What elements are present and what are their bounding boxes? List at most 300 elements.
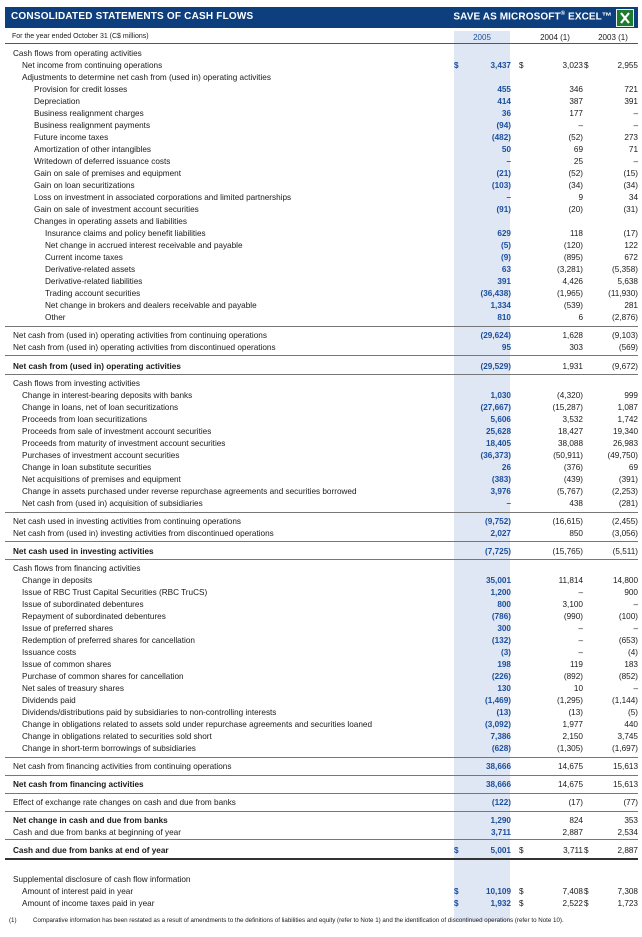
row-label: Purchase of common shares for cancellation [22, 672, 184, 681]
row-label: Gain on sale of premises and equipment [34, 169, 182, 178]
table-row [5, 611, 638, 623]
value-2004: (539) [563, 301, 583, 310]
table-row [5, 516, 638, 528]
table-row [5, 815, 638, 827]
dollar-sign-2004: $ [519, 899, 524, 908]
statement-title: CONSOLIDATED STATEMENTS OF CASH FLOWS [11, 11, 254, 22]
value-2003: – [633, 624, 638, 633]
table-row [5, 72, 638, 84]
value-2005: 63 [501, 265, 511, 274]
value-2003: 2,534 [617, 828, 638, 837]
dollar-sign-2004: $ [519, 61, 524, 70]
table-row [5, 204, 638, 216]
table-row [5, 898, 638, 910]
value-2003: 1,087 [617, 403, 638, 412]
table-row [5, 438, 638, 450]
title-bar [5, 7, 638, 28]
value-2004: (52) [568, 133, 583, 142]
table-row [5, 60, 638, 72]
table-row [5, 426, 638, 438]
value-2004: 3,711 [563, 846, 583, 855]
value-2004: (52) [568, 169, 583, 178]
value-2005: (7,725) [485, 547, 511, 556]
value-2005: (786) [491, 612, 511, 621]
value-2005: 391 [497, 277, 511, 286]
value-2004: (1,965) [557, 289, 583, 298]
row-label: Repayment of subordinated debentures [22, 612, 166, 621]
table-row [5, 462, 638, 474]
header-divider [5, 43, 638, 44]
table-row [5, 378, 638, 390]
value-2004: 303 [569, 343, 583, 352]
value-2004: (16,615) [552, 517, 583, 526]
value-2005: (94) [496, 121, 511, 130]
value-2005: (9,752) [485, 517, 511, 526]
value-2003: (3,056) [612, 529, 638, 538]
value-2003: (9,103) [612, 331, 638, 340]
table-row [5, 414, 638, 426]
value-2003: 7,308 [617, 887, 638, 896]
value-2004: (1,305) [557, 744, 583, 753]
value-2004: (34) [568, 181, 583, 190]
value-2005: 810 [497, 313, 511, 322]
dollar-sign-2003: $ [584, 899, 589, 908]
dollar-sign-2003: $ [584, 61, 589, 70]
row-label: Derivative-related assets [45, 265, 136, 274]
row-label: Future income taxes [34, 133, 109, 142]
value-2005: 26 [501, 463, 511, 472]
table-row [5, 156, 638, 168]
table-row [5, 886, 638, 898]
row-label: Net cash from financing activities from continuing operations [13, 762, 232, 771]
value-2003: (1,144) [612, 696, 638, 705]
row-label: Net income from continuing operations [22, 61, 163, 70]
value-2004: 346 [569, 85, 583, 94]
value-2004: – [578, 648, 583, 657]
table-row [5, 342, 638, 354]
value-2003: 1,742 [617, 415, 638, 424]
value-2005: 1,200 [490, 588, 511, 597]
table-row [5, 120, 638, 132]
row-label: Loss on investment in associated corporations and limited partnerships [34, 193, 292, 202]
value-2004: (15,287) [552, 403, 583, 412]
value-2005: (132) [491, 636, 511, 645]
table-row [5, 874, 638, 886]
value-2004: 38,088 [557, 439, 583, 448]
row-label: Net cash from (used in) operating activities [13, 362, 181, 371]
table-row [5, 546, 638, 558]
value-2004: (990) [563, 612, 583, 621]
table-row [5, 743, 638, 755]
value-2005: 2,027 [490, 529, 511, 538]
value-2005: 3,437 [490, 61, 511, 70]
value-2004: 1,977 [562, 720, 583, 729]
table-row [5, 659, 638, 671]
row-label: Dividends/distributions paid by subsidiaries to non-controlling interests [22, 708, 277, 717]
row-label: Net change in accrued interest receivable and payable [45, 241, 243, 250]
value-2004: (13) [568, 708, 583, 717]
value-2005: – [506, 499, 511, 508]
value-2003: 15,613 [612, 762, 638, 771]
table-row [5, 647, 638, 659]
value-2005: (91) [496, 205, 511, 214]
value-2004: 824 [569, 816, 583, 825]
value-2004: (50,911) [553, 451, 583, 460]
dollar-sign-2004: $ [519, 846, 524, 855]
value-2005: (29,624) [480, 331, 511, 340]
section-divider [5, 757, 638, 758]
dollar-sign-2005: $ [454, 887, 459, 896]
value-2004: 2,887 [562, 828, 583, 837]
table-row [5, 264, 638, 276]
value-2004: 10 [573, 684, 583, 693]
value-2004: 2,150 [562, 732, 583, 741]
table-row [5, 402, 638, 414]
section-divider [5, 559, 638, 560]
value-2003: 122 [624, 241, 638, 250]
value-2003: (852) [618, 672, 638, 681]
table-row [5, 845, 638, 857]
row-label: Proceeds from sale of investment account securities [22, 427, 212, 436]
value-2005: 5,001 [490, 846, 511, 855]
excel-link-text[interactable]: SAVE AS MICROSOFT [453, 11, 561, 23]
value-2004: (15,765) [552, 547, 583, 556]
row-label: Issue of subordinated debentures [22, 600, 144, 609]
row-label: Cash and due from banks at end of year [13, 846, 169, 855]
value-2003: – [633, 121, 638, 130]
table-row [5, 474, 638, 486]
row-label: Net sales of treasury shares [22, 684, 124, 693]
row-label: Cash flows from investing activities [13, 379, 140, 388]
value-2004: (3,281) [557, 265, 583, 274]
row-label: Dividends paid [22, 696, 76, 705]
value-2003: (31) [623, 205, 638, 214]
dollar-sign-2003: $ [584, 887, 589, 896]
value-2004: (17) [568, 798, 583, 807]
value-2005: – [506, 193, 511, 202]
value-2003: (34) [623, 181, 638, 190]
value-2003: 281 [624, 301, 638, 310]
section-divider [5, 541, 638, 542]
value-2004: 1,931 [562, 362, 583, 371]
row-label: Net cash from (used in) acquisition of subsidiaries [22, 499, 203, 508]
table-row [5, 288, 638, 300]
excel-link-text-2[interactable]: EXCEL™ [565, 11, 612, 23]
row-label: Cash flows from operating activities [13, 49, 142, 58]
row-label: Issue of preferred shares [22, 624, 114, 633]
row-label: Writedown of deferred issuance costs [34, 157, 171, 166]
row-label: Change in deposits [22, 576, 93, 585]
row-label: Adjustments to determine net cash from (used in) operating activities [22, 73, 271, 82]
value-2005: 38,666 [485, 762, 511, 771]
dollar-sign-2004: $ [519, 887, 524, 896]
value-2004: 387 [569, 97, 583, 106]
row-label: Issuance costs [22, 648, 77, 657]
value-2005: (226) [491, 672, 511, 681]
value-2003: 1,723 [617, 899, 638, 908]
value-2003: 672 [624, 253, 638, 262]
value-2004: – [578, 121, 583, 130]
value-2004: 119 [569, 660, 583, 669]
row-label: Derivative-related liabilities [45, 277, 143, 286]
value-2003: – [633, 157, 638, 166]
table-row [5, 731, 638, 743]
table-row [5, 599, 638, 611]
value-2003: 14,800 [612, 576, 638, 585]
table-row [5, 48, 638, 60]
value-2003: (5,511) [612, 547, 638, 556]
value-2004: 4,426 [562, 277, 583, 286]
value-2005: 414 [497, 97, 511, 106]
value-2003: (1,697) [612, 744, 638, 753]
footnote-text: Comparative information has been restated as a result of amendments to the definitions of liabilities and equity (refer to Note 1) and the identification of discontinued operations (refer to Note 10). [33, 917, 564, 924]
table-row [5, 486, 638, 498]
value-2005: (36,373) [480, 451, 511, 460]
value-2005: 35,001 [485, 576, 511, 585]
row-label: Issue of common shares [22, 660, 112, 669]
value-2005: (482) [491, 133, 511, 142]
table-row [5, 168, 638, 180]
value-2004: 1,628 [562, 331, 583, 340]
value-2005: 38,666 [485, 780, 511, 789]
value-2004: 438 [569, 499, 583, 508]
column-2005: 2005 [473, 33, 491, 42]
value-2004: – [578, 588, 583, 597]
value-2005: 36 [501, 109, 511, 118]
value-2003: 440 [624, 720, 638, 729]
value-2004: 118 [569, 229, 583, 238]
value-2003: 2,887 [617, 846, 638, 855]
value-2005: 629 [497, 229, 511, 238]
value-2005: 1,334 [490, 301, 511, 310]
value-2005: (29,529) [480, 362, 511, 371]
value-2003: (9,672) [612, 362, 638, 371]
row-label: Change in interest-bearing deposits with banks [22, 391, 193, 400]
value-2005: 1,932 [490, 899, 511, 908]
row-label: Change in obligations related to assets sold under repurchase agreements and securities loaned [22, 720, 373, 729]
value-2003: – [633, 600, 638, 609]
value-2003: 71 [628, 145, 638, 154]
table-row [5, 361, 638, 373]
value-2005: 50 [501, 145, 511, 154]
value-2005: (383) [491, 475, 511, 484]
value-2005: 25,628 [485, 427, 511, 436]
value-2003: 721 [624, 85, 638, 94]
value-2004: (439) [563, 475, 583, 484]
value-2003: (11,930) [608, 289, 638, 298]
table-row [5, 575, 638, 587]
row-label: Other [45, 313, 66, 322]
table-row [5, 498, 638, 510]
table-row [5, 695, 638, 707]
section-divider [5, 811, 638, 812]
value-2005: – [506, 157, 511, 166]
value-2005: 800 [497, 600, 511, 609]
table-row [5, 761, 638, 773]
value-2003: (2,455) [612, 517, 638, 526]
row-label: Proceeds from maturity of investment account securities [22, 439, 226, 448]
value-2005: 3,711 [490, 828, 511, 837]
value-2004: – [578, 636, 583, 645]
section-divider [5, 326, 638, 327]
section-divider [5, 858, 638, 860]
table-row [5, 228, 638, 240]
row-label: Current income taxes [45, 253, 123, 262]
value-2005: 1,030 [490, 391, 511, 400]
table-row [5, 132, 638, 144]
value-2004: 7,408 [562, 887, 583, 896]
value-2005: 5,606 [490, 415, 511, 424]
row-label: Net acquisitions of premises and equipment [22, 475, 181, 484]
value-2005: (628) [491, 744, 511, 753]
value-2004: (20) [568, 205, 583, 214]
table-row [5, 719, 638, 731]
dollar-sign-2005: $ [454, 899, 459, 908]
row-label: Net cash from (used in) investing activities from discontinued operations [13, 529, 274, 538]
row-label: Issue of RBC Trust Capital Securities (RBC TruCS) [22, 588, 208, 597]
dollar-sign-2003: $ [584, 846, 589, 855]
row-label: Net cash from (used in) operating activities from discontinued operations [13, 343, 276, 352]
row-label: Cash and due from banks at beginning of year [13, 828, 181, 837]
value-2004: 177 [569, 109, 583, 118]
row-label: Purchases of investment account securities [22, 451, 180, 460]
value-2004: 3,532 [562, 415, 583, 424]
value-2005: 7,386 [490, 732, 511, 741]
value-2005: (3,092) [485, 720, 511, 729]
value-2004: (120) [563, 241, 583, 250]
table-row [5, 390, 638, 402]
row-label: Proceeds from loan securitizations [22, 415, 148, 424]
table-row [5, 563, 638, 575]
table-row [5, 240, 638, 252]
column-2004: 2004 (1) [540, 33, 570, 42]
table-row [5, 216, 638, 228]
value-2003: (49,750) [607, 451, 638, 460]
table-row [5, 623, 638, 635]
value-2003: (2,876) [612, 313, 638, 322]
table-row [5, 252, 638, 264]
section-divider [5, 374, 638, 375]
table-row [5, 96, 638, 108]
table-row [5, 276, 638, 288]
value-2003: 5,638 [617, 277, 638, 286]
section-divider [5, 512, 638, 513]
table-row [5, 450, 638, 462]
period-label: For the year ended October 31 (C$ millions) [12, 33, 149, 40]
value-2004: 850 [569, 529, 583, 538]
row-label: Net cash from financing activities [13, 780, 144, 789]
value-2005: (9) [500, 253, 511, 262]
column-2003: 2003 (1) [598, 33, 628, 42]
value-2003: (77) [623, 798, 638, 807]
value-2004: 2,522 [562, 899, 583, 908]
excel-link-registered[interactable]: ® [560, 11, 566, 17]
value-2004: 9 [578, 193, 583, 202]
row-label: Change in short-term borrowings of subsidiaries [22, 744, 196, 753]
value-2005: (103) [491, 181, 511, 190]
value-2005: (21) [496, 169, 511, 178]
value-2005: (3) [500, 648, 511, 657]
row-label: Redemption of preferred shares for cancellation [22, 636, 195, 645]
value-2003: 2,955 [617, 61, 638, 70]
excel-icon[interactable] [616, 9, 634, 27]
row-label: Insurance claims and policy benefit liabilities [45, 229, 206, 238]
table-row [5, 192, 638, 204]
table-row [5, 779, 638, 791]
value-2004: (5,767) [557, 487, 583, 496]
value-2005: (13) [496, 708, 511, 717]
value-2004: (1,295) [557, 696, 583, 705]
value-2005: 10,109 [485, 887, 511, 896]
value-2005: 1,290 [490, 816, 511, 825]
row-label: Change in obligations related to securities sold short [22, 732, 212, 741]
value-2004: 3,023 [562, 61, 583, 70]
value-2003: 353 [624, 816, 638, 825]
value-2003: 999 [624, 391, 638, 400]
value-2003: (391) [618, 475, 638, 484]
row-label: Depreciation [34, 97, 80, 106]
table-row [5, 144, 638, 156]
value-2004: 14,675 [557, 762, 583, 771]
table-row [5, 671, 638, 683]
value-2003: (5,358) [612, 265, 638, 274]
value-2003: (653) [618, 636, 638, 645]
section-divider [5, 793, 638, 794]
value-2003: – [633, 109, 638, 118]
value-2004: (892) [563, 672, 583, 681]
value-2003: (15) [623, 169, 638, 178]
value-2005: 300 [497, 624, 511, 633]
value-2004: (376) [563, 463, 583, 472]
value-2005: 95 [501, 343, 511, 352]
value-2003: (17) [623, 229, 638, 238]
value-2003: (569) [618, 343, 638, 352]
value-2003: 183 [624, 660, 638, 669]
row-label: Cash flows from financing activities [13, 564, 141, 573]
value-2005: (1,469) [485, 696, 511, 705]
row-label: Amortization of other intangibles [34, 145, 151, 154]
table-row [5, 827, 638, 839]
value-2003: (2,253) [612, 487, 638, 496]
table-row [5, 635, 638, 647]
value-2003: 391 [624, 97, 638, 106]
table-row [5, 587, 638, 599]
value-2003: (5) [627, 708, 638, 717]
value-2004: – [578, 624, 583, 633]
row-label: Business realignment payments [34, 121, 151, 130]
table-row [5, 330, 638, 342]
value-2004: (895) [563, 253, 583, 262]
value-2003: 273 [624, 133, 638, 142]
value-2005: 455 [497, 85, 511, 94]
row-label: Gain on sale of investment account securities [34, 205, 199, 214]
value-2004: 18,427 [557, 427, 583, 436]
value-2004: 11,814 [558, 576, 583, 585]
save-as-excel-link[interactable] [453, 11, 612, 22]
row-label: Supplemental disclosure of cash flow information [13, 875, 191, 884]
value-2005: 18,405 [485, 439, 511, 448]
value-2005: (122) [491, 798, 511, 807]
value-2005: 130 [497, 684, 511, 693]
table-row [5, 312, 638, 324]
value-2003: (281) [618, 499, 638, 508]
value-2003: 34 [628, 193, 638, 202]
table-row [5, 108, 638, 120]
row-label: Effect of exchange rate changes on cash and due from banks [13, 798, 236, 807]
table-row [5, 683, 638, 695]
value-2003: 900 [624, 588, 638, 597]
value-2004: 14,675 [557, 780, 583, 789]
